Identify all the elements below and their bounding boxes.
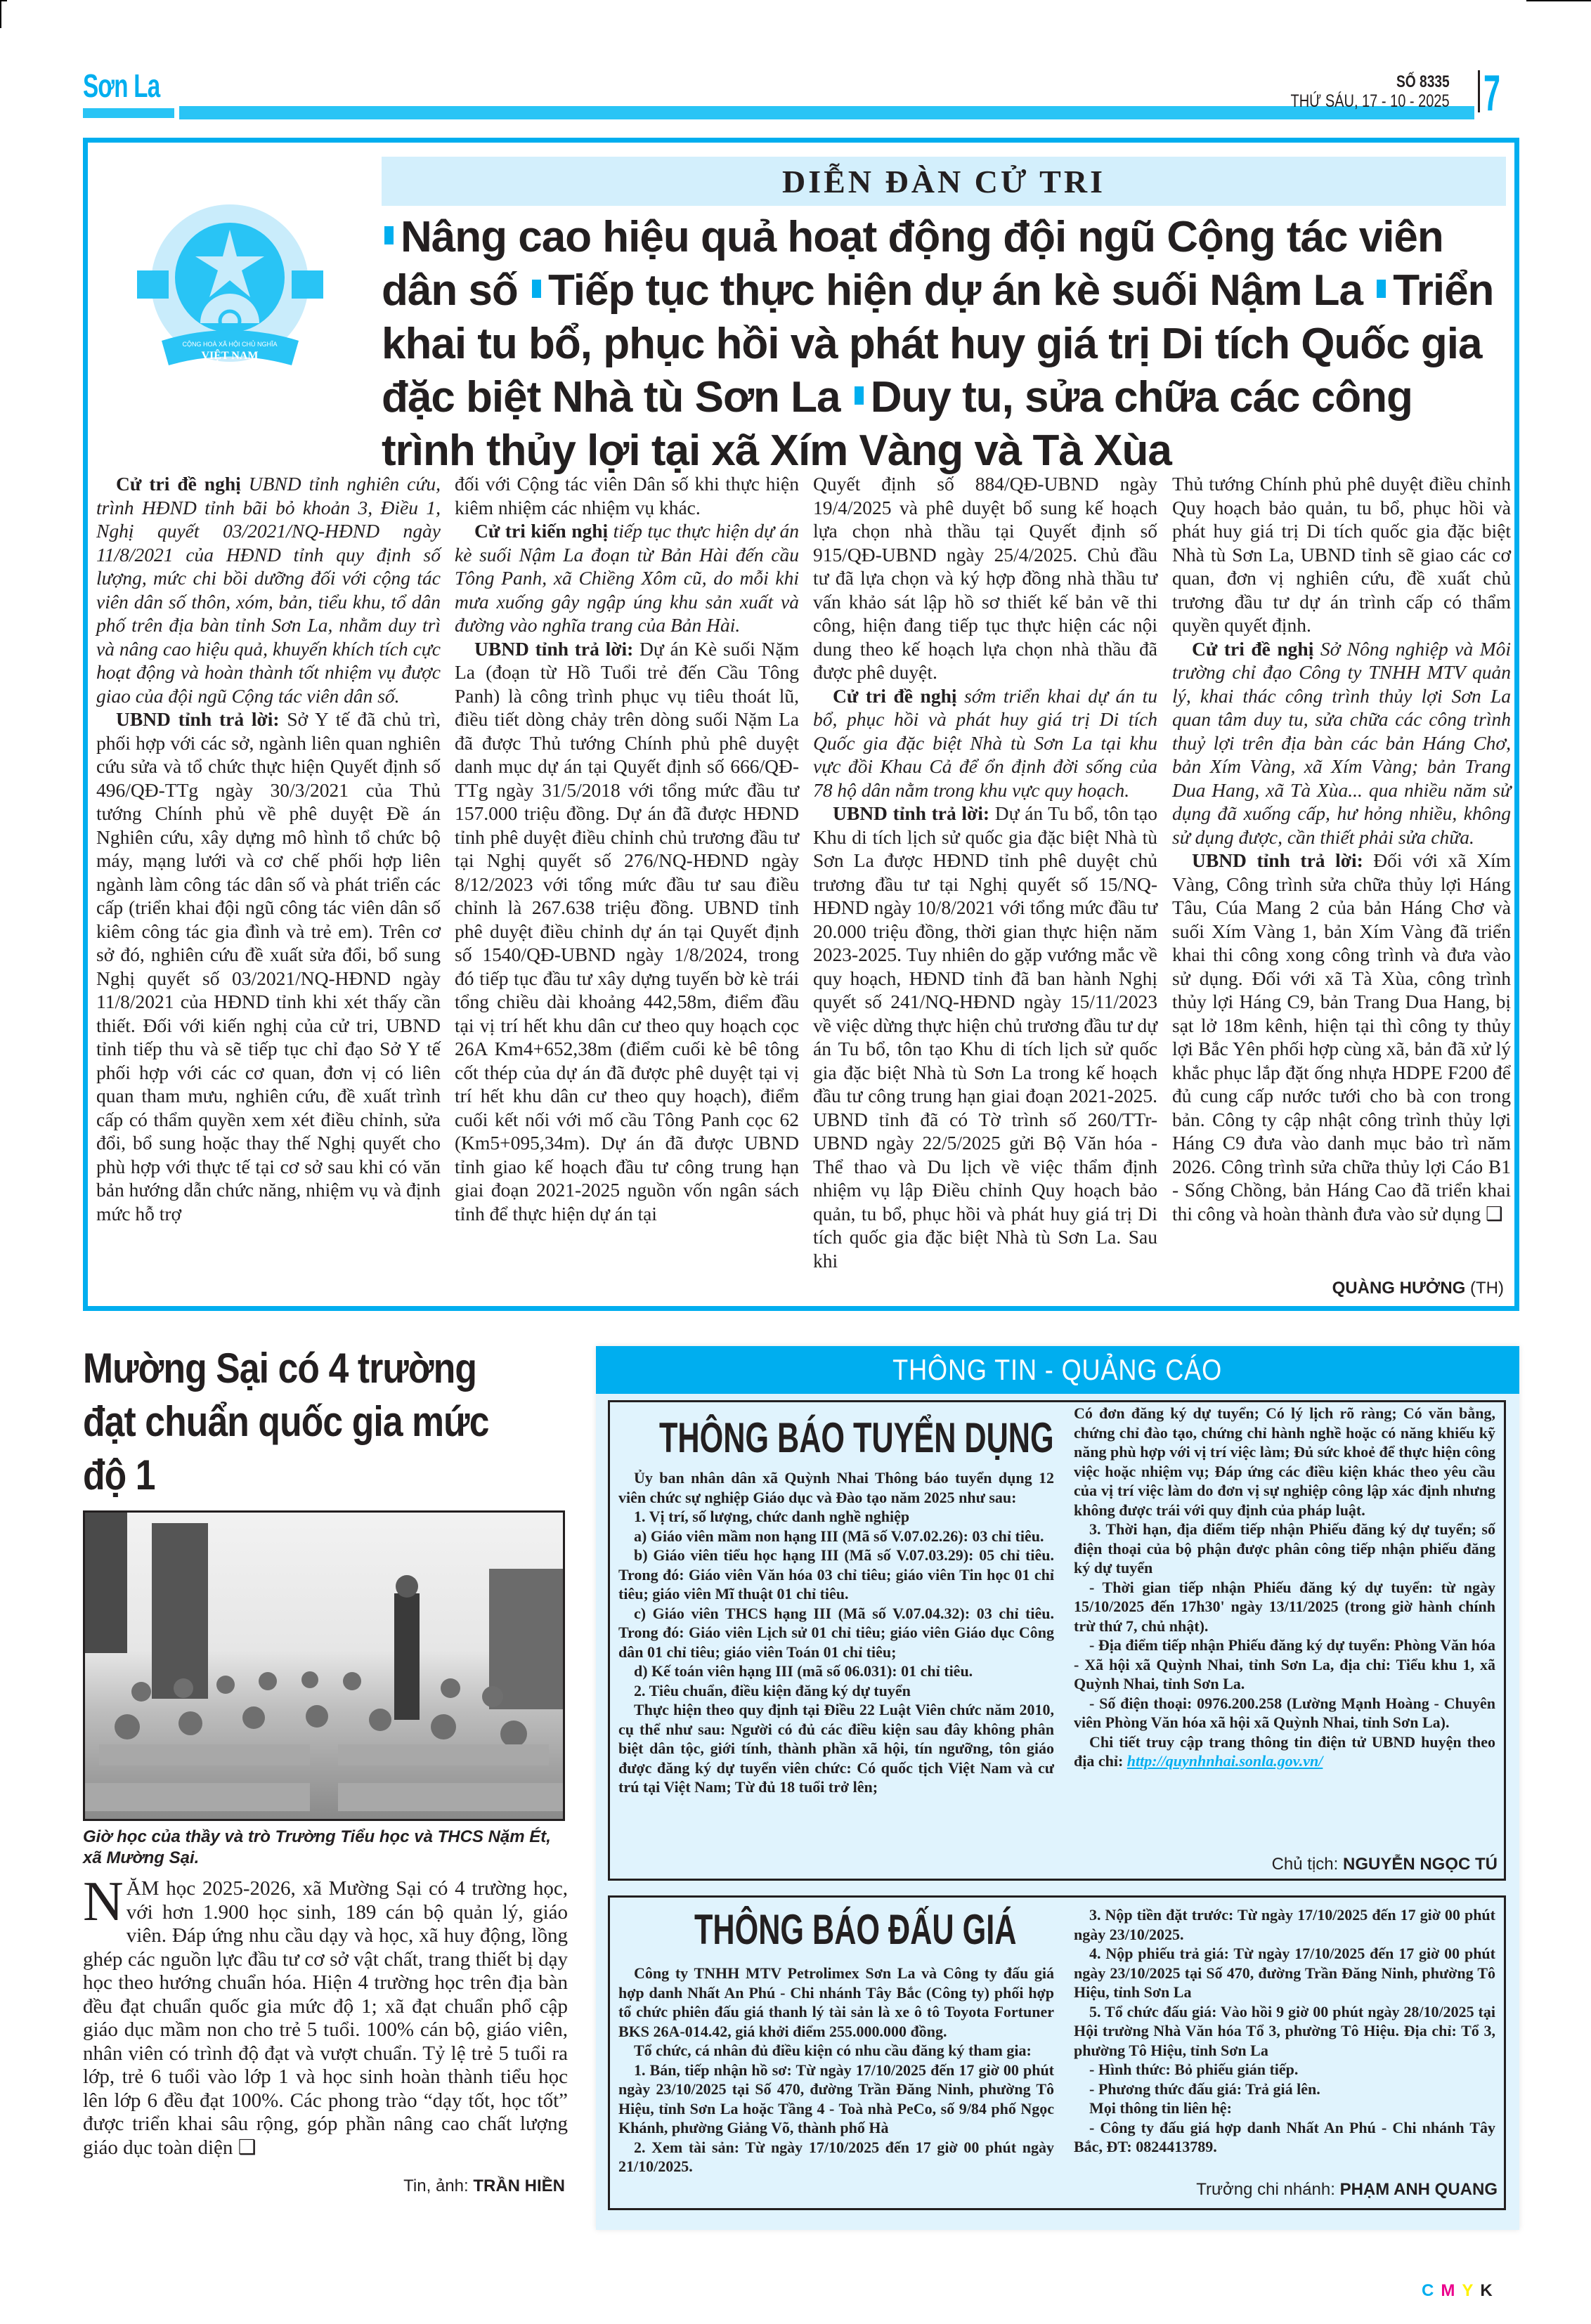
bullet-square-icon — [855, 386, 864, 405]
paragraph — [96, 707, 441, 1225]
auction-left-text — [618, 1964, 1054, 2176]
paragraph: - Phương thức đấu giá: Trả giá lên. — [1089, 2080, 1320, 2098]
paragraph: 3. Thời hạn, địa điểm tiếp nhận Phiếu đăng ký dự tuyển; số điện thoại của bộ phận được phân công tiếp nhận phiếu đăng ký dự tuyển — [1074, 1520, 1495, 1576]
paragraph: - Hình thức: Bỏ phiếu gián tiếp. — [1089, 2061, 1299, 2078]
photo-caption: Giờ học của thầy và trò Trường Tiểu học và THCS Nặm Ét, xã Mường Sại. — [83, 1827, 551, 1867]
paragraph: - Số điện thoại: 0976.200.258 (Lường Mạnh Hoàng - Chuyên viên Phòng Văn hóa xã hội xã Quỳnh Nhai, tỉnh Sơn La). — [1074, 1694, 1495, 1731]
classroom-photo — [83, 1510, 565, 1821]
paragraph — [455, 519, 799, 637]
paragraph — [1074, 1732, 1495, 1771]
lead-in: Cử tri kiến nghị — [474, 520, 609, 542]
paragraph-text: Dự án Tu bổ, tôn tạo Khu di tích lịch sử quốc gia đặc biệt Nhà tù Sơn La được HĐND tỉnh phê duyệt chủ trương đầu tư tại Nghị quyết số 15/NQ-HĐND ngày 10/8/2021 với tổng mức đầu tư 20.000 triệu đồng, thời gian thực hiện năm 2023-2025. Tuy nhiên do gặp vướng mắc về quy hoạch, HĐND tỉnh đã ban hành Nghị quyết số 241/NQ-HĐND ngày 15/11/2023 về việc dừng thực hiện chủ trương đầu tư dự án Tu bổ, tôn tạo Khu di tích lịch sử quốc gia đặc biệt Nhà tù Sơn La trong kế hoạch đầu tư công trung hạn giai đoạn 2021-2025. UBND tỉnh đã có Tờ trình số 260/TTr-UBND ngày 22/5/2025 gửi Bộ Văn hóa - Thể thao và Du lịch về việc thẩm định nhiệm vụ lập Điều chỉnh Quy hoạch bảo quản, tu bổ, phục hồi và phát huy giá trị Di tích quốc gia đặc biệt Nhà tù Sơn La. Sau khi — [813, 802, 1157, 1272]
paragraph: Tổ chức, cá nhân đủ điều kiện có nhu cầu đăng ký tham gia: — [634, 2042, 1032, 2059]
paragraph: Có đơn đăng ký dự tuyển; Có lý lịch rõ ràng; Có văn bằng, chứng chỉ đào tạo, chứng chỉ hành nghề hoặc có năng khiếu kỹ năng phù hợp với vị trí việc làm; Đủ sức khoẻ để thực hiện công việc hoặc nhiệm vụ; Đáp ứng các điều kiện khác theo yêu cầu của vị trí việc làm do đơn vị sự nghiệp công lập xác định nhưng không được trái với quy định của pháp luật. — [1074, 1404, 1495, 1519]
masthead-rule — [83, 108, 174, 118]
ads-header — [596, 1346, 1519, 1394]
paragraph: - Địa điểm tiếp nhận Phiếu đăng ký dự tuyển: Phòng Văn hóa - Xã hội xã Quỳnh Nhai, tỉnh Sơn La, địa chỉ: Tiểu khu 1, xã Quỳnh Nhai, tỉnh Sơn La. — [1074, 1636, 1495, 1692]
paragraph-text: tiếp tục thực hiện dự án kè suối Nậm La đoạn từ Bản Hài đến cầu Tông Panh, xã Chiềng Xôm cũ, do mỗi khi mưa xuống gây ngập úng khu sản xuất và đường vào nghĩa trang của Bản Hài. — [455, 520, 800, 636]
paragraph — [813, 802, 1157, 1272]
drop-cap: N — [83, 1871, 124, 1933]
paragraph: 1. Vị trí, số lượng, chức danh nghề nghiệp — [634, 1508, 910, 1525]
recruitment-right-text — [1074, 1404, 1495, 1771]
paragraph: a) Giáo viên mầm non hạng III (Mã số V.07.02.26): 03 chỉ tiêu. — [634, 1527, 1044, 1545]
paragraph — [96, 472, 441, 707]
headline-item: Tiếp tục thực hiện dự án kè suối Nậm La — [548, 266, 1363, 315]
paragraph-text: Sở Nông nghiệp và Môi trường chỉ đạo Công ty TNHH MTV quản lý, khai thác công trình thủy lợi Sơn La quan tâm duy tu, sửa chữa các công trình thuỷ lợi trên địa bàn các bản Háng Chơ, bản Xím Vàng, xã Xím Vàng; bản Trang Dua Hang, xã Tà Xùa... qua nhiều năm sử dụng đã xuống cấp, hư hỏng nhiều, không sử dụng được, cần thiết phải sửa chữa. — [1172, 637, 1511, 848]
ads-header-text: THÔNG TIN - QUẢNG CÁO — [892, 1353, 1223, 1386]
cmyk-registration — [1422, 2281, 1500, 2301]
recruitment-title: THÔNG BÁO TUYỂN DỤNG — [659, 1414, 1054, 1461]
photo-illustration — [85, 1513, 563, 1819]
lead-in: UBND tỉnh trả lời: — [116, 708, 280, 730]
paragraph: 5. Tổ chức đấu giá: Vào hồi 9 giờ 00 phút ngày 28/10/2025 tại Hội trường Nhà Văn hóa Tổ 3, phường Tô Hiệu. Địa chỉ: Tổ 3, phường Tô Hiệu, tỉnh Sơn La — [1074, 2002, 1495, 2059]
paragraph — [1172, 637, 1511, 849]
lead-in: UBND tỉnh trả lời: — [1192, 849, 1363, 871]
headline-item: Duy tu, sửa chữa các công trình thủy lợi tại xã Xím Vàng và Tà Xùa — [382, 373, 1413, 475]
photo-teacher-head — [396, 1575, 418, 1598]
signer-title: Trưởng chi nhánh: — [1196, 2180, 1340, 2199]
photo-board — [85, 1513, 127, 1653]
paragraph-text: Quyết định số 884/QĐ-UBND ngày 19/4/2025 và phê duyệt bổ sung kế hoạch lựa chọn nhà thầu tại Quyết định số 915/QĐ-UBND ngày 25/4/2025. Chủ đầu tư đã lựa chọn và ký hợp đồng nhà thầu tư vấn khảo sát lập hồ sơ thiết kế bản vẽ thi công, hiện đang tiếp tục thực hiện các nội dung theo kế hoạch lựa chọn nhà thầu đã được phê duyệt. — [813, 473, 1157, 683]
photo-teacher — [394, 1593, 420, 1720]
paragraph: 1. Bán, tiếp nhận hồ sơ: Từ ngày 17/10/2025 đến 17 giờ 00 phút ngày 23/10/2025 tại Số 470, đường Trần Đăng Ninh, phường Tô Hiệu, tỉnh Sơn La hoặc Tầng 4 - Toà nhà PeCo, số 9/84 phố Ngọc Khánh, phường Giảng Võ, thành phố Hà — [618, 2061, 1054, 2136]
paragraph: b) Giáo viên tiểu học hạng III (Mã số V.07.03.29): 05 chỉ tiêu. Trong đó: Giáo viên Văn hóa 03 chỉ tiêu; giáo viên Tin học 01 chỉ tiêu; giáo viên Mĩ thuật 01 chỉ tiêu. — [618, 1546, 1054, 1602]
emblem-text-bottom: VIỆT NAM — [201, 350, 259, 362]
cmyk-letter-m: M — [1441, 2281, 1462, 2300]
paragraph: - Công ty đấu giá hợp danh Nhất An Phú - Chi nhánh Tây Bắc, ĐT: 0824413789. — [1074, 2118, 1495, 2155]
paragraph: 2. Tiêu chuẩn, điều kiện đăng ký dự tuyển — [634, 1681, 911, 1699]
paragraph-text: sớm triển khai dự án tu bổ, phục hồi và phát huy giá trị Di tích Quốc gia đặc biệt Nhà tù Sơn La tại khu vực đồi Khau Cả để ổn định đời sống của 78 hộ dân nằm trong khu vực quy hoạch. — [813, 684, 1157, 801]
article-byline — [403, 2176, 565, 2196]
article-body — [83, 1871, 568, 2160]
photo-students — [115, 1671, 527, 1747]
byline-prefix: Tin, ảnh: — [403, 2176, 474, 2195]
masthead-divider — [1478, 70, 1480, 112]
forum-headline — [382, 211, 1506, 478]
paragraph: 4. Nộp phiếu trả giá: Từ ngày 17/10/2025 đến 17 giờ 00 phút ngày 23/10/2025 tại Số 470, đường Trần Đăng Ninh, phường Tô Hiệu, tỉnh Sơn La — [1074, 1945, 1495, 2001]
paragraph: Công ty TNHH MTV Petrolimex Sơn La và Công ty đấu giá hợp danh Nhất An Phú - Chi nhánh Tây Bắc (Công ty) phối hợp tổ chức phiên đấu giá thanh lý tài sản là xe ô tô Toyota Fortuner BKS 26A-014.42, giá khởi điểm 255.000.000 đồng. — [618, 1964, 1054, 2040]
forum-label-text: DIỄN ĐÀN CỬ TRI — [782, 163, 1105, 200]
forum-label — [382, 157, 1506, 206]
crop-mark — [0, 0, 1, 28]
paragraph: d) Kế toán viên hạng III (mã số 06.031): 01 chỉ tiêu. — [634, 1662, 973, 1680]
paragraph: Mọi thông tin liên hệ: — [1089, 2099, 1232, 2117]
paragraph — [1172, 849, 1511, 1225]
photo-cabinet — [489, 1569, 563, 1709]
bullet-square-icon — [532, 280, 541, 298]
paragraph-text: Dự án Kè suối Nặm La (đoạn từ Hồ Tuổi trẻ đến Cầu Tông Panh) là công trình phục vụ tiêu thoát lũ, điều tiết dòng chảy trên dòng suối Nặm La đã được Thủ tướng Chính phủ phê duyệt danh mục dự án tại Quyết định số 666/QĐ-TTg ngày 31/5/2018 với tổng mức đầu tư 157.000 triệu đồng. Dự án đã được HĐND tỉnh phê duyệt điều chỉnh chủ trương đầu tư tại Nghị quyết số 276/NQ-HĐND ngày 8/12/2023 với tổng mức đầu tư sau điều chỉnh là 267.638 triệu đồng. UBND tỉnh phê duyệt điều chỉnh dự án tại Quyết định số 1540/QĐ-UBND ngày 1/8/2024, trong đó tiếp tục đầu tư xây dựng tuyến bờ kè trái tổng chiều dài khoảng 442,58m, điểm đầu tại vị trí hết khu dân cư theo quy hoạch cọc 26A Km4+652,38m (điểm cuối kè bê tông cốt thép của dự án đã được phê duyệt tại vị trí hết khu dân cư theo quy hoạch), điểm cuối kết nối với mố cầu Tông Panh cọc 62 (Km5+095,34m). Dự án đã được UBND tỉnh giao kế hoạch đầu tư công trung hạn giai đoạn 2021-2025 nguồn vốn ngân sách tỉnh để thực hiện dự án tại — [455, 637, 799, 1225]
author-name: QUÀNG HƯỞNG — [1332, 1279, 1466, 1298]
page-number: 7 — [1483, 65, 1501, 122]
paragraph: Thực hiện theo quy định tại Điều 22 Luật Viên chức năm 2010, cụ thể như sau: Người có đủ các điều kiện sau đây không phân biệt dân tộc, giới tính, thành phần xã hội, tín ngưỡng, tôn giáo được đăng ký dự tuyển viên chức: Có quốc tịch Việt Nam và cư trú tại Việt Nam; Từ đủ 18 tuổi trở lên; — [618, 1701, 1054, 1796]
paragraph-text: Sở Y tế đã chủ trì, phối hợp với các sở, ngành liên quan nghiên cứu sửa và tổ chức thực hiện Quyết định số 496/QĐ-TTg ngày 30/3/2021 của Thủ tướng Chính phủ về phê duyệt Đề án Nghiên cứu, xây dựng mô hình tổ chức bộ máy, mạng lưới và cơ chế phối hợp liên ngành làm công tác dân số và phát triển các cấp (triển khai đội ngũ công tác viên dân số kiêm công tác gia đình và trẻ em). Trên cơ sở đó, nghiên cứu đề xuất sửa đổi, bổ sung Nghị quyết số 03/2021/NQ-HĐND ngày 11/8/2021 của HĐND tỉnh khi xét thấy cần thiết. Đối với kiến nghị của cử tri, UBND tỉnh tiếp thu và sẽ tiếp tục chỉ đạo Sở Y tế phối hợp với các cơ quan, đơn vị có liên quan tham mưu, nghiên cứu, đề xuất trình cấp có thẩm quyền xem xét điều chỉnh, sửa đổi, bổ sung hoặc thay thế Nghị quyết cho phù hợp với thực tế tại cơ sở sau khi có văn bản hướng dẫn chức năng, nhiệm vụ và định mức hỗ trợ — [96, 708, 441, 1225]
recruitment-signer — [1272, 1855, 1498, 1874]
headline-item: Nâng cao hiệu quả hoạt động đội ngũ Cộng tác viên dân số — [382, 213, 1443, 315]
author-suffix: (TH) — [1465, 1279, 1504, 1298]
lead-in: UBND tỉnh trả lời: — [474, 637, 634, 660]
auction-right-text — [1074, 1905, 1495, 2157]
paragraph — [813, 684, 1157, 802]
issue-date: THỨ SÁU, 17 - 10 - 2025 — [1290, 91, 1450, 111]
paragraph: Ủy ban nhân dân xã Quỳnh Nhai Thông báo tuyển dụng 12 viên chức sự nghiệp Giáo dục và Đào tạo năm 2025 như sau: — [618, 1469, 1054, 1506]
cmyk-letter-y: Y — [1462, 2281, 1481, 2300]
auction-title: THÔNG BÁO ĐẤU GIÁ — [694, 1906, 1017, 1953]
author-name: TRẦN HIỀN — [473, 2176, 565, 2195]
signer-title: Chủ tịch: — [1271, 1855, 1343, 1874]
paragraph-text: UBND tỉnh nghiên cứu, trình HĐND tỉnh bãi bỏ khoản 3, Điều 1, Nghị quyết 03/2021/NQ-HĐND ngày 11/8/2021 của HĐND tỉnh quy định số lượng, mức chi bồi dưỡng đối với cộng tác viên dân số thôn, xóm, bản, tiểu khu, tổ dân phố trên địa bàn tỉnh Sơn La, nhằm duy trì và nâng cao hiệu quả, khuyến khích tích cực hoạt động và hoàn thành tốt nhiệm vụ được giao của đội ngũ Cộng tác viên dân số. — [96, 473, 441, 707]
headline-item: Triển khai tu bổ, phục hồi và phát huy giá trị Di tích Quốc gia đặc biệt Nhà tù Sơn La — [382, 266, 1494, 422]
paragraph — [455, 637, 799, 1226]
emblem-ribbon-left — [137, 270, 169, 299]
paragraph: 2. Xem tài sản: Từ ngày 17/10/2025 đến 17 giờ 00 phút ngày 21/10/2025. — [618, 2138, 1054, 2175]
forum-column-2 — [455, 472, 799, 1225]
crop-mark — [1526, 0, 1591, 1]
paragraph-text: Đối với xã Xím Vàng, Công trình sửa chữa thủy lợi Háng Tâu, Cúa Mang 2 của bản Háng Chơ và suối Xím Vàng 1, bản Xím Vàng đã triển khai thi công xong công trình và đưa vào sử dụng. Đối với xã Tà Xùa, công trình thủy lợi Háng C9, bản Trang Dua Hang, bị sạt lở 18m kênh, hiện tại thì công ty thủy lợi Bắc Yên phối hợp cùng xã, bản đã xử lý khắc phục lắp đặt ống nhựa HDPE F200 để đủ cung cấp nước tưới cho bà con trong bản. Công ty cập nhật công trình thủy lợi Háng C9 đưa vào danh mục bảo trì năm 2026. Công trình sửa chữa thủy lợi Cáo B1 - Sống Chồng, bản Háng Cao đã triển khai thi công và hoàn thành đưa vào sử dụng ❑ — [1172, 849, 1511, 1225]
photo-board — [152, 1523, 208, 1699]
paragraph: - Thời gian tiếp nhận Phiếu đăng ký dự tuyển: từ ngày 15/10/2025 đến 17h30' ngày 13/11/2025 (trong giờ hành chính trừ thứ 7, chủ nhật). — [1074, 1578, 1495, 1635]
lead-in: UBND tỉnh trả lời: — [833, 802, 990, 824]
cmyk-letter-k: K — [1480, 2281, 1500, 2300]
paragraph-text: Thủ tướng Chính phủ phê duyệt điều chỉnh Quy hoạch bảo quản, tu bổ, phục hồi và phát huy giá trị Di tích quốc gia đặc biệt Nhà tù Sơn La, UBND tỉnh sẽ giao các cơ quan, đơn vị nghiên cứu, đề xuất chủ trương đầu tư dự án trình cấp có thẩm quyền quyết định. — [1172, 473, 1511, 636]
recruitment-left-text — [618, 1468, 1054, 1797]
lead-in: Cử tri đề nghị — [833, 684, 957, 707]
paragraph — [455, 472, 799, 519]
paragraph: c) Giáo viên THCS hạng III (Mã số V.07.04.32): 03 chỉ tiêu. Trong đó: Giáo viên Lịch sử 01 chỉ tiêu; giáo viên Giáo dục Công dân 01 chỉ tiêu; giáo viên Toán 01 chỉ tiêu; — [618, 1604, 1054, 1661]
lead-in: Cử tri đề nghị — [1192, 637, 1314, 660]
section-title: Sơn La — [83, 67, 160, 104]
paragraph — [1172, 472, 1511, 637]
national-emblem-icon — [134, 200, 327, 383]
masthead-rule — [179, 106, 1474, 119]
emblem-text-top: CỘNG HOÀ XÃ HỘI CHỦ NGHĨA — [182, 341, 278, 348]
forum-column-1 — [96, 472, 441, 1225]
issue-number: SỐ 8335 — [1396, 72, 1450, 91]
website-link[interactable]: http://quynhnhai.sonla.gov.vn/ — [1126, 1752, 1323, 1770]
signer-name: NGUYỄN NGỌC TÚ — [1342, 1855, 1498, 1874]
signer-name: PHẠM ANH QUANG — [1339, 2180, 1498, 2199]
paragraph-text: đối với Cộng tác viên Dân số khi thực hiện kiêm nhiệm các nhiệm vụ khác. — [455, 473, 799, 518]
article-title: Mường Sại có 4 trường đạt chuẩn quốc gia mức độ 1 — [83, 1345, 489, 1499]
cmyk-letter-c: C — [1422, 2281, 1441, 2300]
auction-signer — [1196, 2180, 1498, 2200]
forum-byline — [1332, 1279, 1504, 1298]
paragraph — [813, 472, 1157, 684]
paragraph: 3. Nộp tiền đặt trước: Từ ngày 17/10/2025 đến 17 giờ 00 phút ngày 23/10/2025. — [1074, 1906, 1495, 1943]
forum-column-4 — [1172, 472, 1511, 1225]
forum-column-3 — [813, 472, 1157, 1272]
bullet-square-icon — [1377, 280, 1386, 298]
lead-in: Cử tri đề nghị — [116, 473, 241, 495]
link-intro: Chi tiết truy cập trang thông tin điện tử UBND huyện theo địa chỉ: — [1074, 1732, 1495, 1770]
emblem-ribbon-right — [292, 270, 323, 299]
article-text: ĂM học 2025-2026, xã Mường Sại có 4 trường học, với hơn 1.900 học sinh, 189 cán bộ quản lý, giáo viên. Đáp ứng nhu cầu dạy và học, xã huy động, lồng ghép các nguồn lực đầu tư cơ sở vật chất, trang thiết bị dạy học theo hướng chuẩn hóa. Hiện 4 trường học trên địa bàn đều đạt chuẩn quốc gia mức độ 1; xã đạt chuẩn phổ cập giáo dục mầm non cho trẻ 5 tuổi. 100% cán bộ, giáo viên, nhân viên có trình độ đạt và vượt chuẩn. Tỷ lệ trẻ 5 tuổi ra lớp, trẻ 6 tuổi vào lớp 1 và học sinh hoàn thành tiểu học lên lớp 6 đều đạt 100%. Các phong trào “dạy tốt, học tốt” được triển khai sâu rộng, góp phần nâng cao chất lượng giáo dục toàn diện ❑ — [83, 1877, 568, 2159]
bullet-square-icon — [384, 226, 394, 244]
photo-desks — [85, 1744, 563, 1811]
